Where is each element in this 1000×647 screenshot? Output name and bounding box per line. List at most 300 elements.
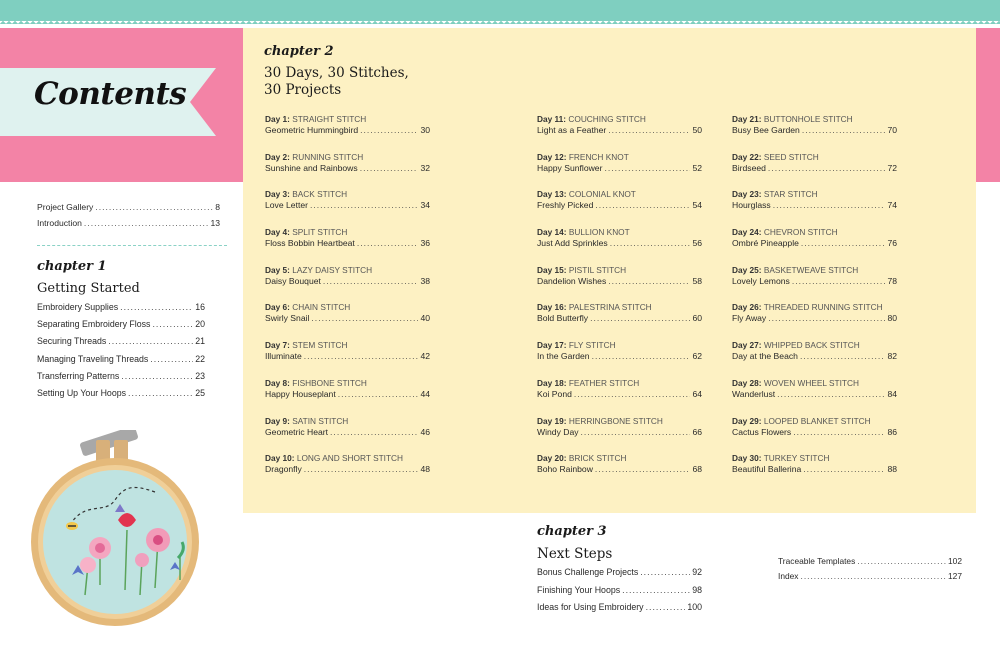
toc-entry bbox=[732, 313, 897, 326]
day-label bbox=[732, 377, 897, 389]
dot-leader bbox=[150, 354, 193, 364]
stitch-name: BACK STITCH bbox=[292, 189, 348, 200]
day-label bbox=[732, 415, 897, 427]
dot-leader bbox=[595, 464, 691, 474]
day-entry[interactable] bbox=[732, 377, 897, 415]
dot-leader bbox=[323, 276, 419, 286]
day-entry[interactable] bbox=[537, 377, 702, 415]
project-title: Swirly Snail bbox=[265, 313, 310, 324]
day-label bbox=[537, 151, 702, 163]
dot-leader bbox=[792, 276, 886, 286]
day-entry[interactable] bbox=[537, 226, 702, 264]
stitch-name: LOOPED BLANKET STITCH bbox=[763, 415, 871, 426]
toc-entry bbox=[537, 313, 702, 326]
dot-leader bbox=[330, 427, 418, 437]
day-label bbox=[537, 113, 702, 125]
page-number: 58 bbox=[692, 275, 702, 286]
dot-leader bbox=[604, 163, 690, 173]
day-entry[interactable] bbox=[265, 415, 430, 453]
project-title: Love Letter bbox=[265, 200, 308, 211]
day-label bbox=[265, 452, 430, 464]
day-entry[interactable] bbox=[537, 151, 702, 189]
day-number: Day 12: bbox=[537, 151, 567, 162]
project-title: Sunshine and Rainbows bbox=[265, 162, 358, 173]
dot-leader bbox=[608, 125, 690, 135]
toc-entry bbox=[732, 427, 897, 440]
page-number: 82 bbox=[887, 351, 897, 362]
project-title: Lovely Lemons bbox=[732, 275, 790, 286]
day-entry[interactable] bbox=[732, 339, 897, 377]
project-title: Ombré Pineapple bbox=[732, 238, 799, 249]
dot-leader bbox=[360, 163, 419, 173]
day-label bbox=[537, 301, 702, 313]
stitch-name: HERRINGBONE STITCH bbox=[568, 415, 663, 426]
stitch-name: FLY STITCH bbox=[568, 340, 616, 351]
project-title: Geometric Heart bbox=[265, 426, 329, 437]
project-title: Busy Bee Garden bbox=[732, 125, 800, 135]
project-title: Light as a Feather bbox=[537, 125, 607, 135]
page-number: 74 bbox=[887, 200, 897, 211]
project-title: Happy Houseplant bbox=[265, 388, 336, 399]
project-title: Cactus Flowers bbox=[732, 426, 792, 437]
day-entry[interactable] bbox=[732, 415, 897, 453]
page-number: 78 bbox=[887, 275, 897, 286]
days-column-2 bbox=[537, 113, 702, 490]
page-number: 54 bbox=[692, 200, 702, 211]
toc-entry[interactable]: Introduction ..... 13 bbox=[37, 218, 220, 234]
page-number: 36 bbox=[420, 238, 430, 249]
project-title: Day at the Beach bbox=[732, 351, 798, 362]
day-number: Day 14: bbox=[537, 227, 567, 238]
entry-title: Separating Embroidery Floss bbox=[37, 319, 151, 330]
dot-leader bbox=[574, 389, 691, 399]
front-matter-list bbox=[37, 202, 220, 234]
day-number: Day 1: bbox=[265, 114, 290, 124]
project-title: Just Add Sprinkles bbox=[537, 238, 608, 249]
page-number: 32 bbox=[420, 162, 430, 173]
stitch-name: BASKETWEAVE STITCH bbox=[763, 264, 859, 275]
project-title: Wanderlust bbox=[732, 388, 776, 399]
stitch-name: BRICK STITCH bbox=[568, 453, 627, 464]
page-number: 76 bbox=[887, 238, 897, 249]
chapter-1-section bbox=[37, 259, 205, 405]
stitch-name: WHIPPED BACK STITCH bbox=[763, 340, 860, 351]
dot-leader bbox=[801, 571, 947, 581]
dashed-divider bbox=[37, 245, 227, 246]
project-title: Dandelion Wishes bbox=[537, 275, 607, 286]
project-title: Freshly Picked bbox=[537, 200, 594, 211]
page-number: 22 bbox=[195, 353, 205, 364]
dot-leader bbox=[152, 319, 193, 329]
dot-leader bbox=[357, 238, 419, 248]
day-label bbox=[537, 264, 702, 276]
toc-entry bbox=[732, 125, 897, 138]
toc-entry bbox=[537, 464, 702, 477]
day-label bbox=[265, 339, 430, 351]
day-label bbox=[732, 264, 897, 276]
dot-leader bbox=[310, 200, 418, 210]
dot-leader bbox=[304, 351, 419, 361]
page-number: 42 bbox=[420, 351, 430, 362]
day-label bbox=[265, 226, 430, 238]
entry-title: Setting Up Your Hoops bbox=[37, 387, 127, 398]
dot-leader bbox=[768, 313, 885, 323]
day-number: Day 7: bbox=[265, 340, 290, 351]
entry-title: Index bbox=[778, 571, 799, 581]
day-label bbox=[265, 377, 430, 389]
day-number: Day 8: bbox=[265, 377, 290, 388]
project-title: Bold Butterfly bbox=[537, 313, 589, 324]
stitch-name: LAZY DAISY STITCH bbox=[292, 264, 373, 275]
page-title: Contents bbox=[34, 76, 187, 112]
toc-entry[interactable] bbox=[537, 585, 702, 603]
toc-entry[interactable] bbox=[37, 354, 205, 371]
page-number: 44 bbox=[420, 388, 430, 399]
day-label bbox=[732, 452, 897, 464]
dot-leader bbox=[803, 464, 885, 474]
toc-entry bbox=[265, 163, 430, 176]
toc-entry bbox=[265, 427, 430, 440]
dot-leader bbox=[857, 556, 946, 566]
day-number: Day 29: bbox=[732, 415, 762, 426]
toc-entry bbox=[732, 276, 897, 289]
chapter-tag: chapter 2 bbox=[264, 44, 334, 59]
day-label bbox=[537, 452, 702, 464]
page-number: 16 bbox=[195, 302, 205, 312]
dot-leader bbox=[311, 313, 418, 323]
project-title: Floss Bobbin Heartbeat bbox=[265, 238, 355, 249]
day-number: Day 10: bbox=[265, 453, 295, 464]
dot-leader bbox=[608, 276, 690, 286]
day-number: Day 6: bbox=[265, 302, 290, 313]
dot-leader bbox=[802, 125, 886, 135]
day-label bbox=[732, 301, 897, 313]
stitch-name: BUTTONHOLE STITCH bbox=[763, 114, 853, 124]
day-label bbox=[265, 151, 430, 163]
dot-leader bbox=[646, 602, 686, 612]
day-entry[interactable] bbox=[265, 264, 430, 302]
day-number: Day 20: bbox=[537, 453, 567, 464]
project-title: Happy Sunflower bbox=[537, 162, 603, 173]
dot-leader bbox=[128, 388, 193, 398]
stitch-name: FISHBONE STITCH bbox=[292, 377, 367, 388]
toc-entry bbox=[265, 464, 430, 477]
entry-title: Bonus Challenge Projects bbox=[537, 567, 639, 577]
stitch-name: RUNNING STITCH bbox=[292, 151, 364, 162]
day-label bbox=[537, 415, 702, 427]
day-number: Day 30: bbox=[732, 453, 762, 464]
day-number: Day 16: bbox=[537, 302, 567, 313]
day-label bbox=[537, 226, 702, 238]
project-title: Fly Away bbox=[732, 313, 767, 324]
dot-leader bbox=[338, 389, 419, 399]
page-number: 127 bbox=[948, 571, 962, 581]
toc-entry bbox=[537, 389, 702, 402]
dot-leader bbox=[592, 351, 691, 361]
toc-entry bbox=[732, 238, 897, 251]
day-label bbox=[265, 188, 430, 200]
toc-entry[interactable] bbox=[37, 371, 205, 388]
toc-entry bbox=[265, 313, 430, 326]
stitch-name: COLONIAL KNOT bbox=[568, 189, 636, 200]
dot-leader bbox=[640, 567, 690, 577]
page-number: 86 bbox=[887, 426, 897, 437]
chapter-2-header bbox=[264, 44, 464, 99]
day-number: Day 23: bbox=[732, 189, 762, 200]
toc-entry bbox=[732, 351, 897, 364]
day-entry[interactable] bbox=[265, 188, 430, 226]
dot-leader bbox=[360, 125, 418, 135]
chapter-3-list bbox=[537, 567, 702, 620]
dot-leader bbox=[801, 238, 886, 248]
day-number: Day 9: bbox=[265, 415, 290, 426]
toc-entry[interactable] bbox=[778, 556, 962, 571]
toc-entry bbox=[265, 351, 430, 364]
toc-entry[interactable] bbox=[537, 567, 702, 585]
dot-leader bbox=[622, 585, 690, 595]
day-number: Day 21: bbox=[732, 114, 762, 124]
stitch-name: FRENCH KNOT bbox=[568, 151, 629, 162]
day-number: Day 3: bbox=[265, 189, 290, 200]
page-number: 50 bbox=[692, 125, 702, 135]
day-entry[interactable] bbox=[732, 151, 897, 189]
dot-leader bbox=[773, 200, 886, 210]
dot-leader bbox=[121, 371, 193, 381]
day-label bbox=[732, 188, 897, 200]
stitch-name: STEM STITCH bbox=[292, 340, 348, 351]
project-title: In the Garden bbox=[537, 351, 590, 362]
toc-entry[interactable] bbox=[537, 602, 702, 620]
stitch-name: COUCHING STITCH bbox=[568, 114, 646, 124]
chapter-title: Next Steps bbox=[537, 546, 613, 562]
page-number: 25 bbox=[195, 387, 205, 398]
toc-entry bbox=[537, 276, 702, 289]
entry-title: Finishing Your Hoops bbox=[537, 584, 621, 595]
project-title: Hourglass bbox=[732, 200, 771, 211]
page-number: 100 bbox=[687, 602, 702, 612]
day-entry[interactable] bbox=[265, 226, 430, 264]
project-title: Daisy Bouquet bbox=[265, 275, 321, 286]
toc-entry[interactable]: Project Gallery ..... 8 bbox=[37, 202, 220, 218]
days-column-1 bbox=[265, 113, 430, 490]
day-number: Day 2: bbox=[265, 151, 290, 162]
day-label bbox=[265, 301, 430, 313]
chapter-title: Getting Started bbox=[37, 281, 140, 296]
page-number: 52 bbox=[692, 162, 702, 173]
day-entry[interactable] bbox=[265, 377, 430, 415]
stitch-name: STRAIGHT STITCH bbox=[292, 114, 367, 124]
day-label bbox=[537, 188, 702, 200]
day-number: Day 4: bbox=[265, 227, 290, 238]
stitch-name: CHEVRON STITCH bbox=[763, 227, 838, 238]
day-number: Day 13: bbox=[537, 189, 567, 200]
page-number: 20 bbox=[195, 319, 205, 330]
stitch-name: BULLION KNOT bbox=[568, 227, 630, 238]
day-number: Day 19: bbox=[537, 415, 567, 426]
day-number: Day 28: bbox=[732, 377, 762, 388]
stitch-name: LONG AND SHORT STITCH bbox=[296, 453, 404, 464]
day-entry[interactable] bbox=[537, 415, 702, 453]
page-number: 38 bbox=[420, 275, 430, 286]
toc-entry bbox=[537, 125, 702, 138]
project-title: Dragonfly bbox=[265, 464, 302, 475]
day-entry[interactable] bbox=[732, 452, 897, 490]
day-entry[interactable] bbox=[265, 452, 430, 490]
dot-leader bbox=[595, 200, 690, 210]
zigzag-edge bbox=[0, 21, 1000, 25]
day-label bbox=[732, 113, 897, 125]
embroidery-hoop-icon bbox=[30, 430, 220, 635]
day-entry[interactable] bbox=[537, 301, 702, 339]
dot-leader bbox=[108, 336, 193, 346]
stitch-name: WOVEN WHEEL STITCH bbox=[763, 377, 859, 388]
project-title: Beautiful Ballerina bbox=[732, 464, 802, 475]
toc-entry bbox=[537, 238, 702, 251]
toc-entry bbox=[265, 238, 430, 251]
stitch-name: CHAIN STITCH bbox=[292, 302, 351, 313]
chapter-title: 30 Days, 30 Stitches, 30 Projects bbox=[264, 65, 409, 98]
chapter-1-list bbox=[37, 302, 205, 405]
toc-entry bbox=[732, 163, 897, 176]
toc-entry bbox=[265, 389, 430, 402]
stitch-name: SATIN STITCH bbox=[292, 415, 349, 426]
entry-title: Managing Traveling Threads bbox=[37, 353, 149, 364]
toc-entry bbox=[732, 464, 897, 477]
page-number: 23 bbox=[195, 370, 205, 381]
day-entry[interactable] bbox=[732, 264, 897, 302]
project-title: Boho Rainbow bbox=[537, 464, 593, 475]
entry-title: Traceable Templates bbox=[778, 556, 856, 566]
day-entry[interactable] bbox=[537, 452, 702, 490]
project-title: Birdseed bbox=[732, 162, 766, 173]
stitch-name: SPLIT STITCH bbox=[292, 227, 348, 238]
stitch-name: STAR STITCH bbox=[763, 189, 818, 200]
page-number: 68 bbox=[692, 464, 702, 475]
day-label bbox=[732, 339, 897, 351]
toc-entry[interactable] bbox=[778, 571, 962, 586]
stitch-name: PALESTRINA STITCH bbox=[568, 302, 652, 313]
page-number: 21 bbox=[195, 336, 205, 347]
day-number: Day 5: bbox=[265, 264, 290, 275]
dot-leader bbox=[793, 427, 885, 437]
stitch-name: PISTIL STITCH bbox=[568, 264, 627, 275]
toc-entry[interactable] bbox=[37, 388, 205, 405]
chapter-tag: chapter 3 bbox=[537, 524, 607, 539]
day-label bbox=[732, 226, 897, 238]
day-number: Day 24: bbox=[732, 227, 762, 238]
top-teal-band bbox=[0, 0, 1000, 24]
page-number: 88 bbox=[887, 464, 897, 475]
day-entry[interactable] bbox=[732, 226, 897, 264]
toc-entry[interactable] bbox=[37, 302, 205, 319]
day-label bbox=[732, 151, 897, 163]
page-number: 40 bbox=[420, 313, 430, 324]
day-number: Day 15: bbox=[537, 264, 567, 275]
day-entry[interactable] bbox=[732, 301, 897, 339]
page-number: 92 bbox=[692, 567, 702, 577]
stitch-name: FEATHER STITCH bbox=[568, 377, 640, 388]
project-title: Geometric Hummingbird bbox=[265, 125, 359, 135]
day-entry[interactable] bbox=[265, 113, 430, 151]
entry-title: Ideas for Using Embroidery bbox=[537, 602, 644, 612]
day-number: Day 17: bbox=[537, 340, 567, 351]
toc-entry bbox=[265, 276, 430, 289]
entry-title: Securing Threads bbox=[37, 336, 107, 347]
stitch-name: SEED STITCH bbox=[763, 151, 819, 162]
toc-entry[interactable] bbox=[37, 319, 205, 336]
day-entry[interactable] bbox=[537, 339, 702, 377]
page-number: 64 bbox=[692, 388, 702, 399]
page-number: 48 bbox=[420, 464, 430, 475]
page-number: 70 bbox=[887, 125, 897, 135]
dot-leader bbox=[610, 238, 691, 248]
day-label bbox=[537, 339, 702, 351]
day-label bbox=[537, 377, 702, 389]
dot-leader bbox=[777, 389, 885, 399]
dot-leader bbox=[800, 351, 886, 361]
toc-entry bbox=[265, 125, 430, 138]
day-number: Day 11: bbox=[537, 114, 567, 124]
toc-entry[interactable] bbox=[37, 336, 205, 353]
day-entry[interactable] bbox=[732, 188, 897, 226]
project-title: Koi Pond bbox=[537, 388, 572, 399]
day-entry[interactable] bbox=[265, 301, 430, 339]
entry-title: Transferring Patterns bbox=[37, 370, 120, 381]
day-number: Day 26: bbox=[732, 302, 762, 313]
day-number: Day 27: bbox=[732, 340, 762, 351]
day-label bbox=[265, 415, 430, 427]
toc-entry bbox=[537, 427, 702, 440]
dot-leader bbox=[581, 427, 691, 437]
toc-entry bbox=[732, 200, 897, 213]
day-number: Day 18: bbox=[537, 377, 567, 388]
dot-leader bbox=[304, 464, 419, 474]
page-number: 46 bbox=[420, 426, 430, 437]
day-label bbox=[265, 264, 430, 276]
dot-leader bbox=[768, 163, 886, 173]
day-entry[interactable] bbox=[537, 264, 702, 302]
page-number: 72 bbox=[887, 162, 897, 173]
page-number: 66 bbox=[692, 426, 702, 437]
page-number: 62 bbox=[692, 351, 702, 362]
dot-leader bbox=[120, 302, 193, 312]
project-title: Illuminate bbox=[265, 351, 302, 362]
day-entry[interactable] bbox=[537, 113, 702, 151]
day-number: Day 22: bbox=[732, 151, 762, 162]
project-title: Windy Day bbox=[537, 426, 579, 437]
chapter-tag: chapter 1 bbox=[37, 259, 107, 274]
days-column-3 bbox=[732, 113, 897, 490]
dot-leader bbox=[590, 313, 690, 323]
pink-side-block bbox=[976, 28, 1000, 182]
toc-entry bbox=[265, 200, 430, 213]
page-number: 102 bbox=[948, 556, 962, 566]
back-matter-list bbox=[778, 556, 962, 586]
day-entry[interactable] bbox=[265, 339, 430, 377]
toc-entry bbox=[537, 200, 702, 213]
stitch-name: TURKEY STITCH bbox=[763, 453, 830, 464]
day-label bbox=[265, 113, 430, 125]
page-number: 98 bbox=[692, 584, 702, 595]
day-entry[interactable] bbox=[265, 151, 430, 189]
day-entry[interactable] bbox=[732, 113, 897, 151]
entry-title: Embroidery Supplies bbox=[37, 302, 119, 312]
toc-entry bbox=[537, 351, 702, 364]
page-number: 30 bbox=[420, 125, 430, 135]
page-number: 34 bbox=[420, 200, 430, 211]
page-number: 60 bbox=[692, 313, 702, 324]
day-entry[interactable] bbox=[537, 188, 702, 226]
